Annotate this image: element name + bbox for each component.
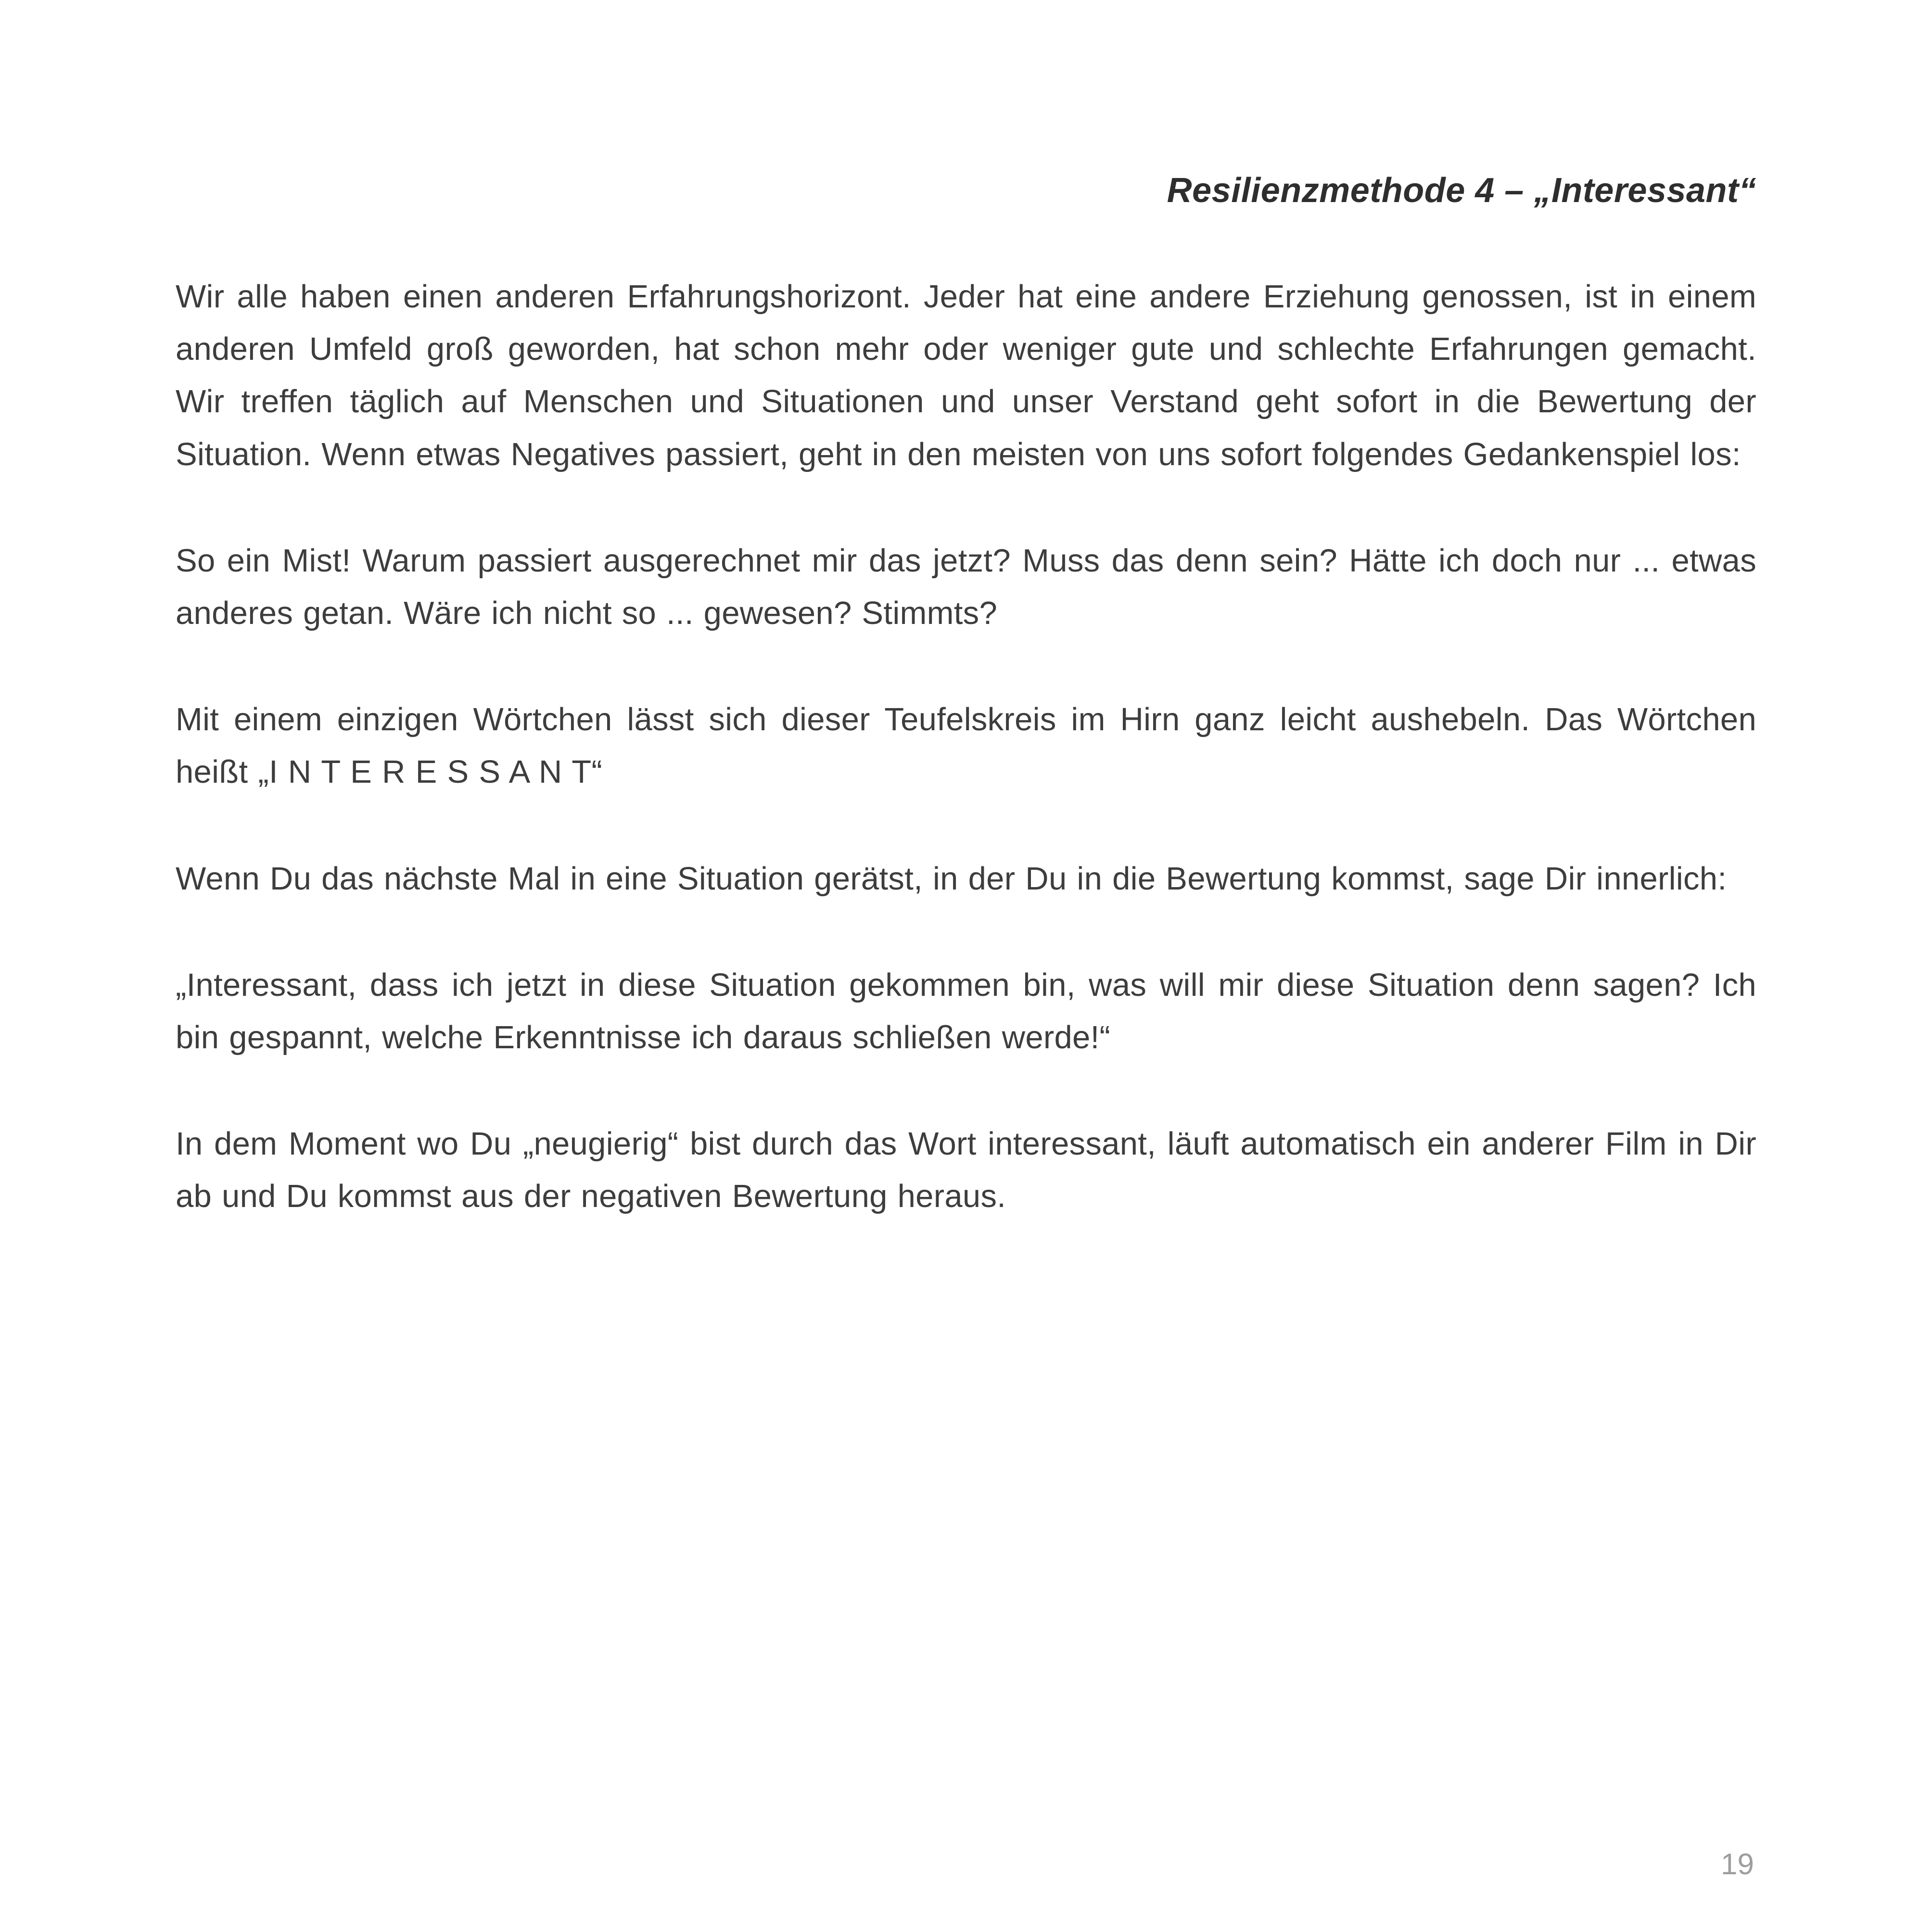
paragraph-intro: Wir alle haben einen anderen Erfahrungshorizont. Jeder hat eine andere Erziehung genossen, ist in einem anderen Umfeld groß geworden, hat schon mehr oder weniger gute und schlechte Erfahrungen gemacht. Wir treffen täglich auf Menschen und Situationen und unser Verstand geht sofort in die Bewertung der Situation. Wenn etwas Negatives passiert, geht in den meisten von uns sofort folgendes Gedankenspiel los: [176, 279, 1756, 472]
paragraph-conclusion: In dem Moment wo Du „neugierig“ bist durch das Wort interessant, läuft automatisch ein anderer Film in Dir ab und Du kommst aus der negativen Bewertung heraus. [176, 1126, 1756, 1215]
paragraph-inner-quote: „Interessant, dass ich jetzt in diese Situation gekommen bin, was will mir diese Situation denn sagen? Ich bin gespannt, welche Erkenntnisse ich daraus schließen werde!“ [176, 966, 1756, 1056]
paragraph-instruction: Wenn Du das nächste Mal in eine Situation gerätst, in der Du in die Bewertung kommst, sage Dir innerlich: [176, 860, 1727, 897]
page-title: Resilienzmethode 4 – „Interessant“ [1167, 171, 1756, 210]
paragraph-interessant-word: Mit einem einzigen Wörtchen lässt sich dieser Teufelskreis im Hirn ganz leicht aushebeln. Das Wörtchen heißt „I N T E R E S S A N T“ [176, 701, 1756, 790]
page-number: 19 [1721, 1848, 1754, 1881]
paragraph-negative-thoughts: So ein Mist! Warum passiert ausgerechnet mir das jetzt? Muss das denn sein? Hätte ich doch nur ... etwas anderes getan. Wäre ich nicht so ... gewesen? Stimmts? [176, 542, 1756, 632]
